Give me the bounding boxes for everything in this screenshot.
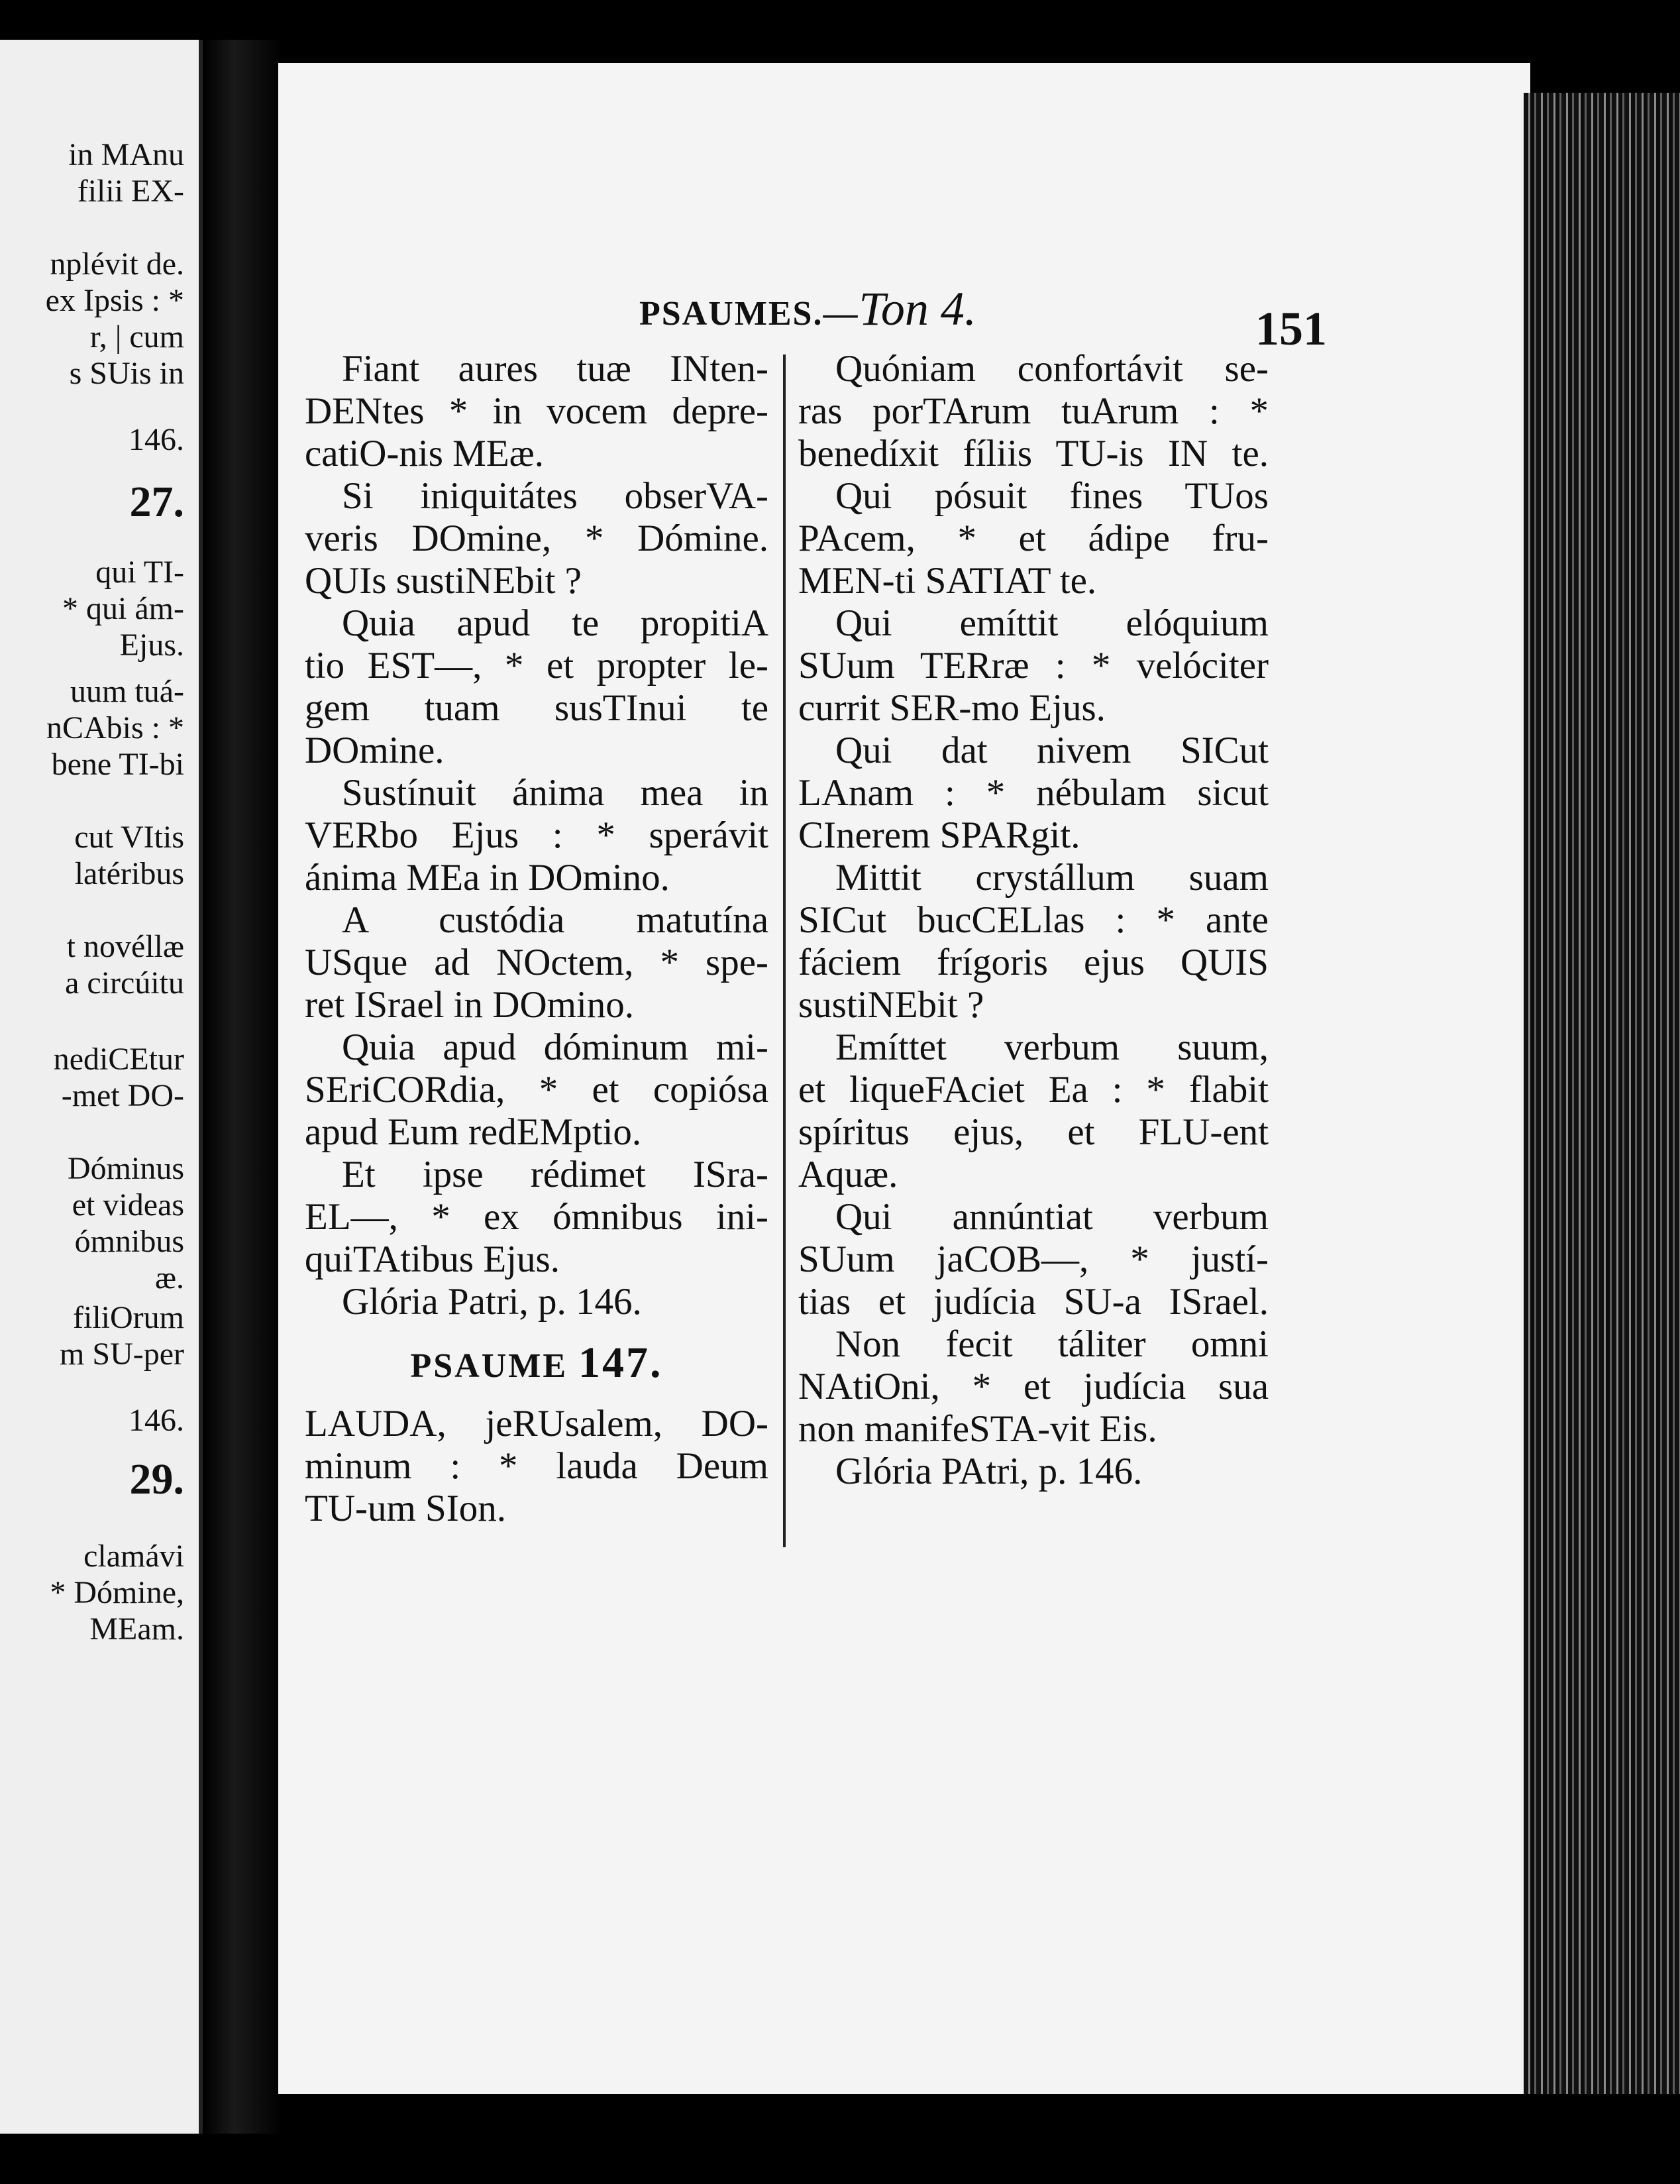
verse-line: DENtes * in vocem depre- xyxy=(305,390,768,432)
left-page-line: filii EX- xyxy=(77,174,184,209)
left-page-line: cut VItis xyxy=(74,820,184,855)
left-page-line: a circúitu xyxy=(65,965,184,1001)
verse-line: Mittit crystállum suam xyxy=(835,857,1269,899)
left-page-line: et videas xyxy=(72,1187,184,1223)
verse-line: Qui dat nivem SICut xyxy=(835,730,1269,771)
left-page-line: ex Ipsis : * xyxy=(45,283,184,318)
left-page-line: nCAbis : * xyxy=(46,710,184,745)
verse-line: sustiNEbit ? xyxy=(798,984,984,1026)
verse-line: Glória PAtri, p. 146. xyxy=(835,1450,1143,1492)
verse-line: Qui emíttit elóquium xyxy=(835,602,1269,644)
left-page-line: latéribus xyxy=(74,856,184,891)
left-column xyxy=(305,348,768,1530)
verse-line: QUIs sustiNEbit ? xyxy=(305,560,582,602)
verse-line: spíritus ejus, et FLU-ent xyxy=(798,1111,1269,1153)
left-page-line: bene TI-bi xyxy=(51,747,184,782)
verse-line: Quóniam confortávit se- xyxy=(835,348,1269,390)
verse-line: A custódia matutína xyxy=(342,899,768,941)
left-page-line: uum tuá- xyxy=(70,674,184,709)
verse-line: VERbo Ejus : * sperávit xyxy=(305,814,768,856)
left-page-line: clamávi xyxy=(83,1539,184,1574)
verse-line: Quia apud te propitiA xyxy=(342,602,768,644)
verse-line: SEriCORdia, * et copiósa xyxy=(305,1069,768,1111)
left-page-line: m SU-per xyxy=(60,1337,184,1372)
verse-line: Et ipse rédimet ISra- xyxy=(342,1154,768,1195)
verse-line: LAUDA, jeRUsalem, DO- xyxy=(305,1403,768,1445)
left-page-line: t novéllæ xyxy=(66,929,184,964)
verse-line: ras porTArum tuArum : * xyxy=(798,390,1269,432)
verse-line: SICut bucCELlas : * ante xyxy=(798,899,1269,941)
psalm-heading-label: PSAUME xyxy=(410,1347,568,1385)
left-page-line: Ejus. xyxy=(119,628,184,663)
verse-line: DOmine. xyxy=(305,730,445,771)
verse-line: NAtiOni, * et judícia sua xyxy=(798,1366,1269,1407)
psalm-heading xyxy=(305,1323,768,1403)
verse-line: apud Eum redEMptio. xyxy=(305,1111,642,1153)
column-divider xyxy=(783,355,786,1547)
verse-line: gem tuam susTInui te xyxy=(305,687,768,729)
left-page-line: filiOrum xyxy=(73,1300,184,1335)
verse-line: SUum TERræ : * velóciter xyxy=(798,645,1269,686)
left-page-line: Dóminus xyxy=(67,1151,184,1186)
page-number: 151 xyxy=(1255,302,1327,355)
left-page-line: nediCEtur xyxy=(53,1042,184,1077)
verse-line: Emíttet verbum suum, xyxy=(835,1026,1269,1068)
left-page-line: * qui ám- xyxy=(62,591,184,626)
left-page-line: in MAnu xyxy=(68,137,184,172)
verse-line: ánima MEa in DOmino. xyxy=(305,857,670,899)
left-page-line: s SUis in xyxy=(69,356,184,391)
left-page-line: qui TI- xyxy=(95,555,184,590)
running-title xyxy=(639,282,976,337)
verse-line: MEN-ti SATIAT te. xyxy=(798,560,1097,602)
verse-line: veris DOmine, * Dómine. xyxy=(305,518,768,559)
verse-line: currit SER-mo Ejus. xyxy=(798,687,1106,729)
verse-line: minum : * lauda Deum xyxy=(305,1445,768,1487)
left-page-fragment xyxy=(0,40,203,2134)
verse-line: Aquæ. xyxy=(798,1154,898,1195)
verse-line: ret ISrael in DOmino. xyxy=(305,984,635,1026)
verse-line: fáciem frígoris ejus QUIS xyxy=(798,942,1269,983)
left-page-line: 27. xyxy=(129,478,184,526)
verse-line: quiTAtibus Ejus. xyxy=(305,1238,560,1280)
verse-line: LAnam : * nébulam sicut xyxy=(798,772,1269,814)
verse-line: non manifeSTA-vit Eis. xyxy=(798,1408,1157,1450)
verse-line: Quia apud dóminum mi- xyxy=(342,1026,768,1068)
verse-line: Fiant aures tuæ INten- xyxy=(342,348,768,390)
left-page-line: -met DO- xyxy=(61,1078,184,1113)
left-page-line: r, | cum xyxy=(89,319,184,355)
verse-line: tias et judícia SU-a ISrael. xyxy=(798,1281,1269,1323)
left-page-line: ómnibus xyxy=(74,1224,184,1259)
verse-line: Si iniquitátes obserVA- xyxy=(342,475,768,517)
running-title-text: PSAUMES.— xyxy=(639,295,859,333)
left-page-line: æ. xyxy=(154,1260,184,1295)
right-column xyxy=(798,348,1269,1493)
verse-line: SUum jaCOB—, * justí- xyxy=(798,1238,1269,1280)
verse-line: CInerem SPARgit. xyxy=(798,814,1080,856)
left-page-line: nplévit de. xyxy=(50,246,184,282)
verse-line: benedíxit fíliis TU-is IN te. xyxy=(798,433,1269,474)
main-page xyxy=(278,63,1530,2094)
psalm-number: 147. xyxy=(578,1338,663,1387)
verse-line: USque ad NOctem, * spe- xyxy=(305,942,768,983)
verse-line: Non fecit táliter omni xyxy=(835,1323,1269,1365)
verse-line: PAcem, * et ádipe fru- xyxy=(798,518,1269,559)
tone-label: Ton 4. xyxy=(859,282,976,335)
verse-line: Qui annúntiat verbum xyxy=(835,1196,1269,1238)
left-page-line: MEam. xyxy=(89,1611,184,1647)
verse-line: catiO-nis MEæ. xyxy=(305,433,544,474)
verse-line: Sustínuit ánima mea in xyxy=(342,772,768,814)
verse-line: EL—, * ex ómnibus ini- xyxy=(305,1196,768,1238)
verse-line: TU-um SIon. xyxy=(305,1488,506,1529)
page-edges xyxy=(1524,93,1680,2094)
left-page-line: * Dómine, xyxy=(50,1575,184,1610)
left-page-line: 29. xyxy=(129,1455,184,1503)
book-gutter xyxy=(203,40,282,2134)
verse-line: Glória Patri, p. 146. xyxy=(342,1281,642,1323)
left-page-line: 146. xyxy=(129,422,184,457)
verse-line: Qui pósuit fines TUos xyxy=(835,475,1269,517)
verse-line: tio EST—, * et propter le- xyxy=(305,645,768,686)
left-page-line: 146. xyxy=(129,1403,184,1438)
verse-line: et liqueFAciet Ea : * flabit xyxy=(798,1069,1269,1111)
